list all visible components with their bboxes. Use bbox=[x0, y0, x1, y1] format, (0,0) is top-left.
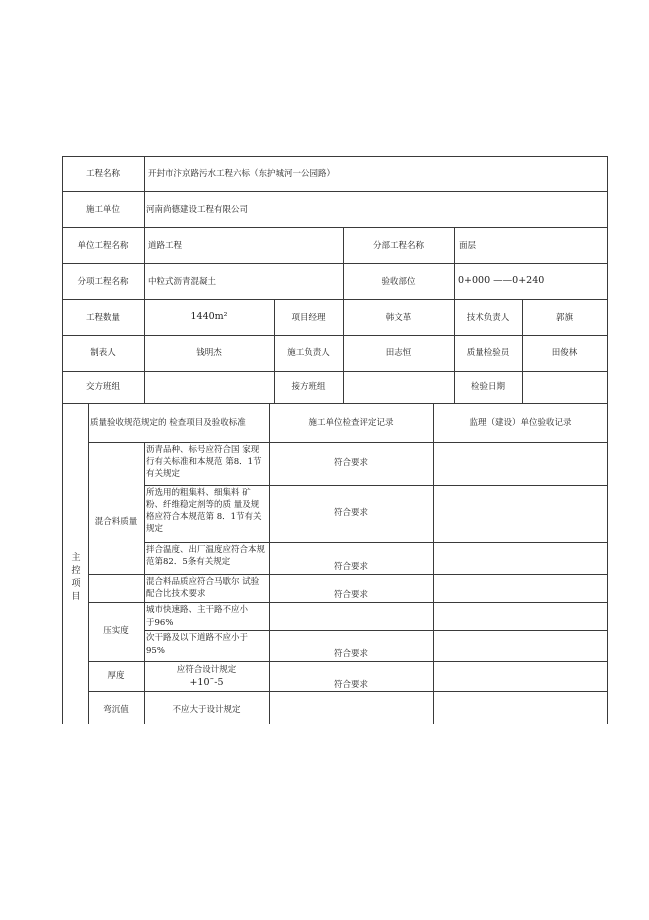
quantity-label: 工程数量 bbox=[85, 313, 120, 323]
group-compaction: 压实度 bbox=[103, 626, 129, 636]
result-marshall-test: 符合要求 bbox=[333, 590, 368, 600]
rule bbox=[62, 403, 608, 404]
group-thickness: 厚度 bbox=[107, 671, 125, 681]
criterion-marshall-test: 混合料品质应符合马歇尔 试验配合比技术要求 bbox=[146, 577, 260, 599]
rule bbox=[144, 542, 608, 543]
unit-project-label: 单位工程名称 bbox=[77, 241, 129, 251]
rule bbox=[144, 630, 608, 631]
sub-project-value: 面层 bbox=[459, 241, 477, 251]
tech-lead-label: 技术负责人 bbox=[466, 313, 510, 323]
criterion-thickness: 应符合设计规定 bbox=[176, 665, 237, 675]
site-lead-label: 施工负责人 bbox=[287, 348, 330, 358]
criterion-deflection: 不应大于设计规定 bbox=[172, 705, 241, 715]
group-deflection: 弯沉值 bbox=[103, 705, 129, 715]
acceptance-part-value: 0+000 ——0+240 bbox=[458, 275, 545, 286]
contractor-record-header: 施工单位检查评定记录 bbox=[308, 418, 394, 428]
site-lead-value: 田志恒 bbox=[385, 348, 412, 358]
handover-team-label: 交方班组 bbox=[85, 382, 120, 392]
construction-unit-label: 施工单位 bbox=[85, 205, 120, 215]
inspector-label: 质量检验员 bbox=[466, 348, 510, 358]
acceptance-part-label: 验收部位 bbox=[381, 277, 416, 287]
rule bbox=[144, 485, 608, 486]
standard-column-header: 质量验收规范规定的 检查项目及验收标准 bbox=[90, 418, 246, 428]
rule bbox=[343, 227, 344, 299]
tech-lead-value: 郭旗 bbox=[555, 313, 573, 323]
rule bbox=[88, 661, 608, 662]
criterion-asphalt-grade: 沥青品种、标号应符合国 家现行有关标准和本规范 第8．1节有关规定 bbox=[146, 445, 262, 479]
result-asphalt-grade: 符合要求 bbox=[333, 458, 368, 468]
rule bbox=[607, 156, 608, 724]
rule bbox=[144, 156, 145, 403]
result-compaction-secondary: 符合要求 bbox=[333, 649, 368, 659]
preparer-value: 钱明杰 bbox=[196, 348, 222, 358]
receiving-team-label: 接方班组 bbox=[291, 382, 326, 392]
sub-project-label: 分部工程名称 bbox=[372, 241, 424, 251]
result-aggregates: 符合要求 bbox=[333, 508, 368, 518]
preparer-label: 制表人 bbox=[90, 348, 116, 358]
main-control-section-label: 主 控 项 目 bbox=[71, 553, 81, 602]
project-name-value: 开封市汴京路污水工程六标（东护城河一公园路） bbox=[148, 169, 336, 179]
rule bbox=[454, 227, 455, 299]
item-project-value: 中粒式沥青混凝土 bbox=[148, 277, 217, 287]
quantity-value: 1440m² bbox=[190, 311, 228, 322]
unit-project-value: 道路工程 bbox=[148, 241, 183, 251]
pm-label: 项目经理 bbox=[291, 313, 326, 323]
inspection-date-label: 检验日期 bbox=[470, 382, 505, 392]
criterion-mixing-temperature: 拌合温度、出厂温度应符合本规范第82．5条有关规定 bbox=[146, 545, 266, 567]
criterion-thickness-tolerance: +10˜-5 bbox=[189, 677, 224, 688]
inspection-form-table bbox=[62, 156, 608, 724]
rule bbox=[88, 691, 608, 692]
rule bbox=[88, 574, 608, 575]
rule bbox=[88, 602, 608, 603]
item-project-label: 分项工程名称 bbox=[77, 277, 129, 287]
supervisor-record-header: 监理（建设）单位验收记录 bbox=[469, 418, 572, 428]
criterion-compaction-secondary: 次干路及以下道路不应小于95% bbox=[146, 633, 249, 656]
result-thickness: 符合要求 bbox=[333, 680, 368, 690]
pm-value: 韩文革 bbox=[385, 313, 412, 323]
project-name-label: 工程名称 bbox=[85, 169, 120, 179]
criterion-aggregates: 所选用的粗集料、细集料 矿粉、纤维稳定剂等的质 量及规格应符合本规范第 8．1节有关规定 bbox=[146, 488, 262, 534]
construction-unit-value: 河南尚德建设工程有限公司 bbox=[146, 205, 249, 215]
criterion-compaction-expressway: 城市快速路、主干路不应小于96% bbox=[146, 605, 249, 628]
group-mixture-quality: 混合料质量 bbox=[94, 517, 138, 527]
rule bbox=[433, 403, 434, 724]
result-mixing-temperature: 符合要求 bbox=[333, 562, 368, 572]
rule bbox=[88, 442, 608, 443]
inspector-value: 田俊林 bbox=[551, 348, 578, 358]
